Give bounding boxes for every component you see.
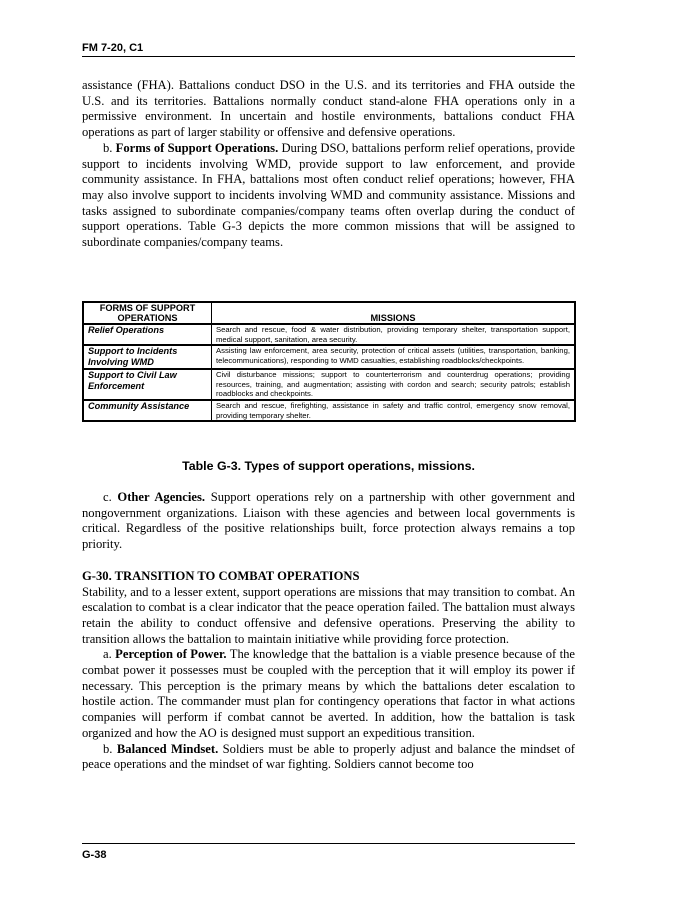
column-header-forms: FORMS OF SUPPORT OPERATIONS [83, 302, 212, 324]
paragraph-title: Balanced Mindset. [116, 741, 219, 756]
table-row [83, 324, 575, 345]
support-operations-table [82, 301, 576, 422]
column-header-missions: MISSIONS [212, 302, 576, 324]
table-row [83, 400, 575, 421]
footer-rule [82, 843, 575, 844]
paragraph-c [82, 490, 575, 553]
page-number: G-38 [82, 849, 107, 861]
table-caption: Table G-3. Types of support operations, missions. [182, 459, 475, 473]
paragraph-b [82, 141, 575, 251]
paragraph-b-2 [82, 742, 575, 773]
missions-cell: Assisting law enforcement, area security, protection of critical assets (utilities, transportation, banking, telecommunications), responding to WMD casualties, establishing roadblocks/checkpoints. [212, 345, 576, 369]
form-cell: Relief Operations [83, 324, 212, 345]
table-row [83, 345, 575, 369]
paragraph-label: c. [103, 490, 118, 504]
paragraph-continuation: assistance (FHA). Battalions conduct DSO in the U.S. and its territories and FHA outside the U.S. and its territories. Battalions normally conduct stand-alone FHA operations only in a permissive environment. In uncertain and hostile environments, battalions conduct FHA operations as part of larger stability or offensive and defensive operations. [82, 78, 575, 140]
paragraph-label: b. [103, 140, 116, 155]
paragraph-text: Soldiers must be able to properly adjust and balance the mindset of peace operations and the mindset of war fighting. Soldiers cannot become too [82, 741, 575, 772]
paragraph-text: Support operations rely on a partnership with other government and nongovernment organizations. Liaison with these agencies and between local governments is critical. Regardless of the positive relationships built, force protection always remains a top priority. [82, 490, 575, 552]
body-bottom [82, 490, 575, 773]
paragraph-text: The knowledge that the battalion is a viable presence because of the combat power it possesses must be coupled with the perception that it will employ its power if necessary. This perception is the primary means by which the battalions deter escalation to hostile action. The commander must plan for contingency operations that factor in what actions companies will perform if combat cannot be averted. In addition, how the battalion is task organized and how the AO is designed must support an expeditious transition. [82, 647, 576, 740]
form-cell: Community Assistance [83, 400, 212, 421]
paragraph-a [82, 647, 575, 741]
form-cell: Support to Civil Law Enforcement [83, 369, 212, 400]
table-header-row [83, 302, 575, 324]
paragraph-title: Perception of Power. [115, 647, 227, 662]
running-header: FM 7-20, C1 [82, 42, 144, 54]
body-top [82, 78, 575, 251]
section-heading: G-30. TRANSITION TO COMBAT OPERATIONS [82, 568, 360, 583]
form-cell: Support to Incidents Involving WMD [83, 345, 212, 369]
table-row [83, 369, 575, 400]
header-rule [82, 56, 575, 57]
missions-cell: Search and rescue, food & water distribution, providing temporary shelter, transportation support, medical support, sanitation, area security. [212, 324, 576, 345]
paragraph-title: Forms of Support Operations. [115, 140, 279, 155]
paragraph-label: a. [103, 647, 116, 662]
paragraph-label: b. [103, 741, 117, 756]
paragraph-text: During DSO, battalions perform relief operations, provide support to incidents involving WMD, provide support to law enforcement, and provide community assistance. In FHA, battalions most often conduct relief operations; however, FHA may also involve support to incidents involving WMD and community assistance. Missions and tasks assigned to subordinate companies/company teams often overlap during the conduct of support operations. Table G-3 depicts the more common missions that will be assigned to subordinate companies/company teams. [82, 140, 576, 250]
missions-cell: Civil disturbance missions; support to counterterrorism and counterdrug operations; providing resources, training, and augmentation; assisting with cordon and search; security patrols; establish roadblocks and checkpoints. [212, 369, 576, 400]
missions-cell: Search and rescue, firefighting, assistance in safety and traffic control, emergency snow removal, providing temporary shelter. [212, 400, 576, 421]
section-intro: Stability, and to a lesser extent, support operations are missions that may transition to combat. An escalation to combat is a clear indicator that the peace operation failed. The battalion must always retain the ability to conduct offensive and defensive operations. Preserving the ability to transition allows the battalion to maintain initiative while providing force protection. [82, 584, 575, 646]
paragraph-title: Other Agencies. [117, 490, 206, 504]
